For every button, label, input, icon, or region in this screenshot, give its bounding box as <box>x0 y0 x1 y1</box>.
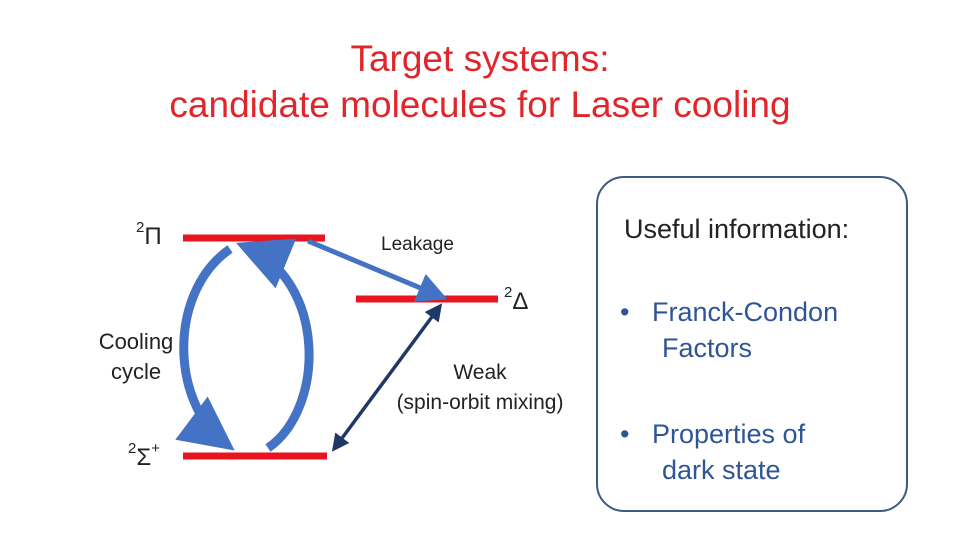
cooling-arrow-up <box>246 247 309 448</box>
info-heading: Useful information: <box>624 214 850 244</box>
cooling-cycle-label: Cooling cycle <box>98 329 174 384</box>
info-bullet-dark-state: • Properties of dark state <box>620 419 806 485</box>
title-line-1: Target systems: <box>350 38 610 79</box>
state-label-pi: $^2$Π <box>136 219 162 250</box>
cooling-arrow-down <box>184 249 230 444</box>
info-bullet-franck-condon: • Franck-Condon Factors <box>620 297 839 363</box>
state-label-sigma: $^2$Σ+ <box>128 440 160 471</box>
weak-mixing-label: Weak (spin-orbit mixing) <box>396 361 564 414</box>
leakage-label: Leakage <box>381 234 454 255</box>
state-label-delta: $^2$Δ <box>504 284 529 315</box>
title-line-2: candidate molecules for Laser cooling <box>169 84 791 125</box>
useful-information-box <box>596 176 908 512</box>
